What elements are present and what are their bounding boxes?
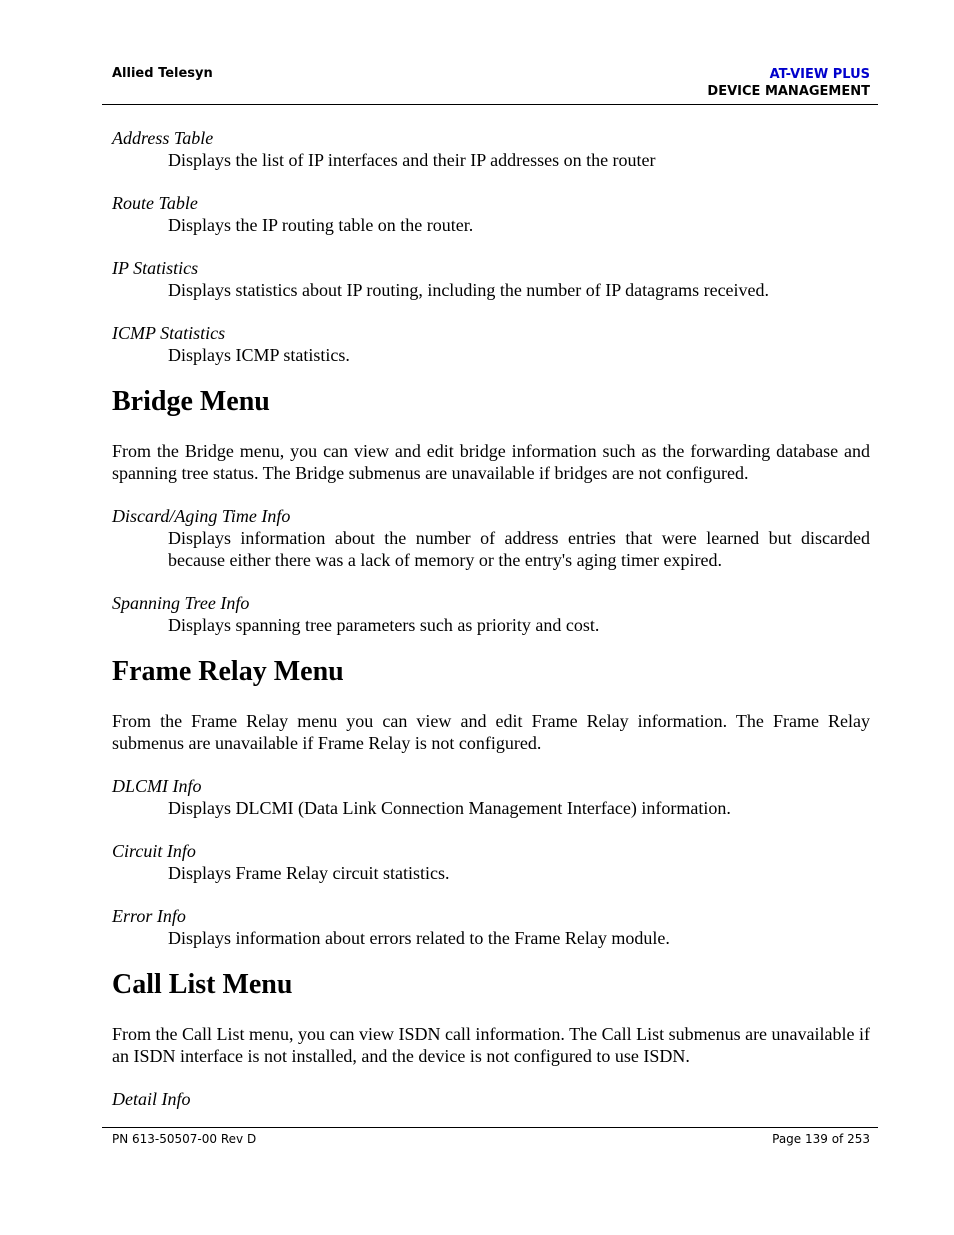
entry-description: Displays information about errors related to the Frame Relay module.: [168, 928, 670, 948]
bridge-menu-heading: Bridge Menu: [112, 386, 270, 417]
definition-entry: [112, 840, 870, 884]
header-divider: [102, 104, 878, 105]
entry-description: Displays statistics about IP routing, including the number of IP datagrams received.: [168, 280, 770, 300]
page-body: [112, 127, 870, 1110]
header-section: DEVICE MANAGEMENT: [707, 84, 870, 99]
entry-description: Displays information about the number of address entries that were learned but discarded because either there was a lack of memory or the entry's aging timer expired.: [168, 528, 870, 570]
bridge-intro: From the Bridge menu, you can view and edit bridge information such as the forwarding database and spanning tree status. The Bridge submenus are unavailable if bridges are not configured.: [112, 441, 870, 483]
entry-description: Displays DLCMI (Data Link Connection Management Interface) information.: [168, 798, 731, 818]
footer-part-number: PN 613-50507-00 Rev D: [112, 1132, 257, 1146]
entry-term: IP Statistics: [112, 258, 199, 278]
definition-entry: [112, 592, 870, 636]
definition-entry: [112, 322, 870, 366]
frame-relay-intro: From the Frame Relay menu you can view and edit Frame Relay information. The Frame Relay submenus are unavailable if Frame Relay is not configured.: [112, 711, 870, 753]
entry-term: Detail Info: [112, 1089, 191, 1109]
footer-page-number: Page 139 of 253: [772, 1132, 870, 1146]
definition-entry: [112, 257, 870, 301]
entry-term: Address Table: [112, 128, 214, 148]
call-list-intro: From the Call List menu, you can view ISDN call information. The Call List submenus are unavailable if an ISDN interface is not installed, and the device is not configured to use ISDN.: [112, 1024, 871, 1066]
frame-relay-menu-heading: Frame Relay Menu: [112, 656, 344, 687]
entry-description: Displays Frame Relay circuit statistics.: [168, 863, 450, 883]
definition-entry: [112, 192, 870, 236]
footer-divider: [102, 1127, 878, 1128]
entry-description: Displays the IP routing table on the router.: [168, 215, 474, 235]
entry-term: ICMP Statistics: [112, 323, 226, 343]
entry-term: Error Info: [112, 906, 186, 926]
entry-term: Discard/Aging Time Info: [112, 506, 291, 526]
header-title-block: [707, 66, 870, 100]
entry-term: DLCMI Info: [112, 776, 202, 796]
header-product: AT-VIEW PLUS: [769, 67, 870, 82]
definition-entry: [112, 775, 870, 819]
header-company: Allied Telesyn: [112, 66, 213, 81]
entry-description: Displays spanning tree parameters such as priority and cost.: [168, 615, 600, 635]
entry-description: Displays ICMP statistics.: [168, 345, 350, 365]
definition-entry: [112, 505, 870, 571]
definition-entry: [112, 905, 870, 949]
entry-term: Circuit Info: [112, 841, 196, 861]
call-list-menu-heading: Call List Menu: [112, 969, 293, 1000]
entry-term: Route Table: [112, 193, 198, 213]
entry-term: Spanning Tree Info: [112, 593, 250, 613]
definition-entry: [112, 127, 870, 171]
entry-description: Displays the list of IP interfaces and their IP addresses on the router: [168, 150, 656, 170]
